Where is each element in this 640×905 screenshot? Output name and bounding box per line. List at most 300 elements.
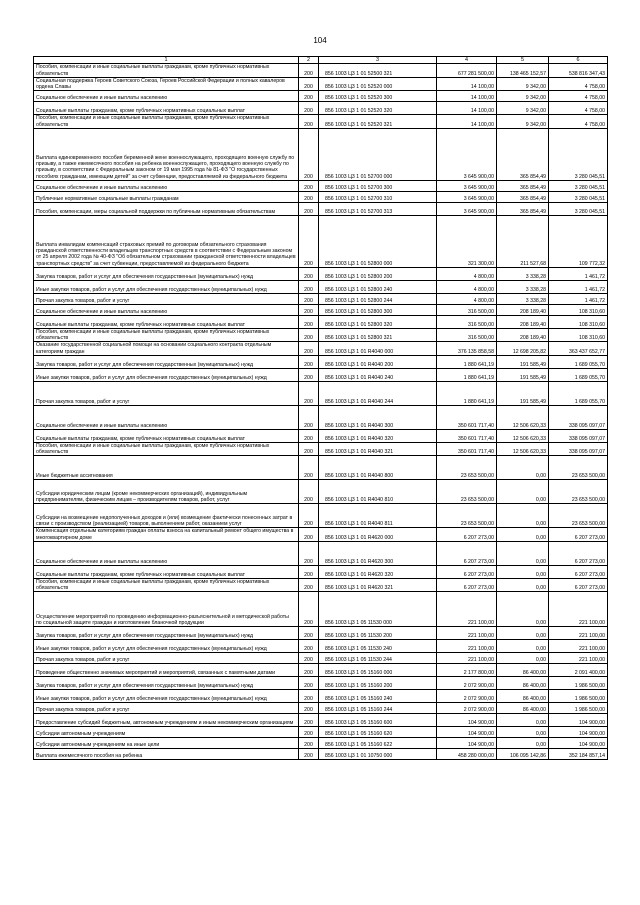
table-row [34, 280, 608, 293]
row-col2-cell: 200 [299, 202, 319, 215]
row-col2-cell: 200 [299, 381, 319, 405]
row-code-cell: 856 1003 Ц3 1 01 52700 313 [319, 202, 437, 215]
table-row [34, 653, 608, 664]
row-exec-cell: 211 527,68 [497, 215, 549, 267]
row-col2-cell: 200 [299, 342, 319, 355]
row-name-cell: Иные закупки товаров, работ и услуг для обеспечения государственных (муниципальных) нужд [34, 690, 299, 703]
row-name-cell: Иные бюджетные ассигнования [34, 456, 299, 480]
row-remainder-cell: 338 095 097,07 [549, 442, 608, 455]
row-name-cell: Закупка товаров, работ и услуг для обеспечения государственных (муниципальных) нужд [34, 627, 299, 640]
table-row [34, 368, 608, 381]
row-plan-cell: 4 800,00 [437, 267, 497, 280]
table-row [34, 355, 608, 368]
table-row [34, 429, 608, 442]
row-code-cell: 856 1003 Ц3 1 05 15160 600 [319, 714, 437, 727]
row-exec-cell: 0,00 [497, 653, 549, 664]
row-exec-cell: 0,00 [497, 578, 549, 591]
row-remainder-cell: 1 461,72 [549, 267, 608, 280]
row-exec-cell: 191 585,49 [497, 368, 549, 381]
row-col2-cell: 200 [299, 429, 319, 442]
row-code-cell: 856 1003 Ц3 1 01 R4040 200 [319, 355, 437, 368]
row-name-cell: Закупка товаров, работ и услуг для обеспечения государственных (муниципальных) нужд [34, 267, 299, 280]
row-name-cell: Закупка товаров, работ и услуг для обеспечения государственных (муниципальных) нужд [34, 355, 299, 368]
row-col2-cell: 200 [299, 368, 319, 381]
table-row [34, 304, 608, 315]
row-name-cell: Выплата единовременного пособия беременной жене военнослужащего, проходящего военную службу по призыву, а также ежемесячного пособия на ребенка военнослужащего, проходящего военную службу по призыву, в соответствии с Федеральным законом от 19 мая 1995 года № 81-ФЗ "О государственных пособиях гражданам, имеющим детей" за счет субвенции, предоставляемой из федерального бюджета [34, 128, 299, 180]
row-code-cell: 856 1003 Ц3 1 01 R4040 000 [319, 342, 437, 355]
row-plan-cell: 677 281 500,00 [437, 64, 497, 77]
row-code-cell: 856 1003 Ц3 1 01 52800 321 [319, 328, 437, 341]
table-row [34, 456, 608, 480]
row-name-cell: Компенсация отдельным категориям граждан оплаты взноса на капитальный ремонт общего имущества в многоквартирном доме [34, 528, 299, 541]
row-remainder-cell: 109 772,32 [549, 215, 608, 267]
row-remainder-cell: 221 100,00 [549, 653, 608, 664]
header-cell: 2 [299, 57, 319, 64]
row-remainder-cell: 6 207 273,00 [549, 541, 608, 565]
row-plan-cell: 1 880 641,19 [437, 368, 497, 381]
row-remainder-cell: 338 095 097,07 [549, 405, 608, 429]
row-remainder-cell: 108 310,60 [549, 304, 608, 315]
table-row [34, 102, 608, 115]
row-col2-cell: 200 [299, 315, 319, 328]
row-code-cell: 856 1003 Ц3 1 01 52520 321 [319, 115, 437, 128]
row-remainder-cell: 2 091 400,00 [549, 664, 608, 677]
table-row [34, 128, 608, 180]
table-row [34, 442, 608, 455]
row-col2-cell: 200 [299, 627, 319, 640]
row-code-cell: 856 1003 Ц3 1 05 15160 620 [319, 727, 437, 738]
row-exec-cell: 365 854,49 [497, 202, 549, 215]
row-exec-cell: 208 189,40 [497, 315, 549, 328]
row-exec-cell: 365 854,49 [497, 180, 549, 191]
table-row [34, 749, 608, 760]
row-col2-cell: 200 [299, 91, 319, 102]
row-remainder-cell: 23 653 500,00 [549, 456, 608, 480]
row-code-cell: 856 1003 Ц3 1 05 11530 244 [319, 653, 437, 664]
table-row [34, 703, 608, 714]
row-name-cell: Пособия, компенсации и иные социальные выплаты гражданам, кроме публичных нормативных обязательств [34, 442, 299, 455]
row-remainder-cell: 1 986 500,00 [549, 677, 608, 690]
row-exec-cell: 208 189,40 [497, 328, 549, 341]
row-remainder-cell: 221 100,00 [549, 640, 608, 653]
row-code-cell: 856 1003 Ц3 1 01 52800 320 [319, 315, 437, 328]
row-exec-cell: 0,00 [497, 456, 549, 480]
row-remainder-cell: 6 207 273,00 [549, 528, 608, 541]
row-plan-cell: 3 645 900,00 [437, 202, 497, 215]
row-name-cell: Социальные выплаты гражданам, кроме публичных нормативных социальных выплат [34, 102, 299, 115]
table-row [34, 215, 608, 267]
row-code-cell: 856 1003 Ц3 1 01 R4040 244 [319, 381, 437, 405]
row-name-cell: Пособия, компенсации и иные социальные выплаты гражданам, кроме публичных нормативных обязательств [34, 328, 299, 341]
row-name-cell: Предоставление субсидий бюджетным, автономным учреждениям и иным некоммерческим организациям [34, 714, 299, 727]
row-code-cell: 856 1003 Ц3 1 05 11530 240 [319, 640, 437, 653]
row-exec-cell: 0,00 [497, 727, 549, 738]
row-code-cell: 856 1003 Ц3 1 05 15160 000 [319, 664, 437, 677]
table-row [34, 315, 608, 328]
row-remainder-cell: 6 207 273,00 [549, 578, 608, 591]
row-name-cell: Оказание государственной социальной помощи на основании социального контракта отдельным категориям граждан [34, 342, 299, 355]
row-plan-cell: 350 601 717,40 [437, 442, 497, 455]
table-row [34, 677, 608, 690]
row-col2-cell: 200 [299, 664, 319, 677]
header-cell: 6 [549, 57, 608, 64]
row-col2-cell: 200 [299, 115, 319, 128]
table-row [34, 293, 608, 304]
row-plan-cell: 14 100,00 [437, 102, 497, 115]
row-code-cell: 856 1003 Ц3 1 01 R4040 810 [319, 480, 437, 504]
row-name-cell: Прочая закупка товаров, работ и услуг [34, 703, 299, 714]
row-remainder-cell: 104 900,00 [549, 727, 608, 738]
row-exec-cell: 12 506 620,33 [497, 405, 549, 429]
row-col2-cell: 200 [299, 592, 319, 627]
row-code-cell: 856 1003 Ц3 1 05 15160 240 [319, 690, 437, 703]
row-remainder-cell: 3 280 045,51 [549, 191, 608, 202]
row-col2-cell: 200 [299, 541, 319, 565]
row-name-cell: Пособия, компенсации и иные социальные выплаты гражданам, кроме публичных нормативных обязательств [34, 64, 299, 77]
row-exec-cell: 3 338,28 [497, 293, 549, 304]
row-name-cell: Прочая закупка товаров, работ и услуг [34, 653, 299, 664]
row-exec-cell: 86 400,00 [497, 664, 549, 677]
row-code-cell: 856 1003 Ц3 1 01 R4040 240 [319, 368, 437, 381]
row-name-cell: Социальное обеспечение и иные выплаты населению [34, 541, 299, 565]
row-plan-cell: 3 645 900,00 [437, 180, 497, 191]
row-remainder-cell: 108 310,60 [549, 315, 608, 328]
row-remainder-cell: 538 816 347,43 [549, 64, 608, 77]
row-code-cell: 856 1003 Ц3 1 01 52500 321 [319, 64, 437, 77]
row-code-cell: 856 1003 Ц3 1 01 R4620 000 [319, 528, 437, 541]
row-remainder-cell: 23 653 500,00 [549, 480, 608, 504]
table-row [34, 727, 608, 738]
row-code-cell: 856 1003 Ц3 1 01 10750 000 [319, 749, 437, 760]
table-row [34, 541, 608, 565]
row-plan-cell: 221 100,00 [437, 640, 497, 653]
row-plan-cell: 316 500,00 [437, 304, 497, 315]
row-name-cell: Осуществление мероприятий по проведению информационно-разъяснительной и методической работы по социальной защите граждан и изготовление бланочной продукции [34, 592, 299, 627]
row-code-cell: 856 1003 Ц3 1 05 15160 622 [319, 738, 437, 749]
row-remainder-cell: 6 207 273,00 [549, 565, 608, 578]
row-col2-cell: 200 [299, 355, 319, 368]
row-plan-cell: 104 900,00 [437, 738, 497, 749]
row-col2-cell: 200 [299, 480, 319, 504]
row-name-cell: Субсидии на возмещение недополученных доходов и (или) возмещение фактически понесенных затрат в связи с производством (реализацией) товаров, выполнением работ, оказанием услуг [34, 504, 299, 528]
row-col2-cell: 200 [299, 180, 319, 191]
row-remainder-cell: 1 461,72 [549, 293, 608, 304]
table-row [34, 267, 608, 280]
header-cell: 5 [497, 57, 549, 64]
row-remainder-cell: 3 280 045,51 [549, 180, 608, 191]
row-remainder-cell: 352 184 857,14 [549, 749, 608, 760]
table-row [34, 202, 608, 215]
row-plan-cell: 23 653 500,00 [437, 504, 497, 528]
row-name-cell: Проведение общественно значимых мероприятий и мероприятий, связанных с памятными датами [34, 664, 299, 677]
row-plan-cell: 221 100,00 [437, 627, 497, 640]
row-plan-cell: 1 880 641,19 [437, 355, 497, 368]
row-exec-cell: 191 585,49 [497, 381, 549, 405]
row-col2-cell: 200 [299, 405, 319, 429]
row-plan-cell: 6 207 273,00 [437, 528, 497, 541]
table-row [34, 115, 608, 128]
table-row [34, 91, 608, 102]
row-plan-cell: 350 601 717,40 [437, 405, 497, 429]
row-plan-cell: 14 100,00 [437, 77, 497, 90]
row-col2-cell: 200 [299, 64, 319, 77]
row-name-cell: Социальные выплаты гражданам, кроме публичных нормативных социальных выплат [34, 315, 299, 328]
row-name-cell: Публичные нормативные социальные выплаты гражданам [34, 191, 299, 202]
row-col2-cell: 200 [299, 442, 319, 455]
table-row [34, 480, 608, 504]
table-row [34, 738, 608, 749]
row-code-cell: 856 1003 Ц3 1 05 15160 244 [319, 703, 437, 714]
row-name-cell: Субсидии автономным учреждениям на иные цели [34, 738, 299, 749]
row-name-cell: Социальное обеспечение и иные выплаты населению [34, 304, 299, 315]
row-exec-cell: 86 400,00 [497, 677, 549, 690]
row-col2-cell: 200 [299, 653, 319, 664]
row-plan-cell: 4 800,00 [437, 280, 497, 293]
row-col2-cell: 200 [299, 640, 319, 653]
row-remainder-cell: 4 758,00 [549, 102, 608, 115]
row-col2-cell: 200 [299, 456, 319, 480]
budget-table [33, 56, 608, 760]
row-name-cell: Иные закупки товаров, работ и услуг для обеспечения государственных (муниципальных) нужд [34, 640, 299, 653]
row-exec-cell: 12 506 620,33 [497, 442, 549, 455]
row-col2-cell: 200 [299, 690, 319, 703]
row-exec-cell: 0,00 [497, 528, 549, 541]
row-exec-cell: 138 465 152,57 [497, 64, 549, 77]
row-exec-cell: 86 400,00 [497, 690, 549, 703]
row-plan-cell: 104 900,00 [437, 714, 497, 727]
row-col2-cell: 200 [299, 727, 319, 738]
row-exec-cell: 3 338,28 [497, 267, 549, 280]
row-exec-cell: 365 854,49 [497, 191, 549, 202]
row-plan-cell: 14 100,00 [437, 91, 497, 102]
row-code-cell: 856 1003 Ц3 1 01 52520 320 [319, 102, 437, 115]
row-name-cell: Социальное обеспечение и иные выплаты населению [34, 91, 299, 102]
table-row [34, 191, 608, 202]
row-name-cell: Прочая закупка товаров, работ и услуг [34, 381, 299, 405]
row-plan-cell: 2 072 900,00 [437, 690, 497, 703]
row-plan-cell: 316 500,00 [437, 328, 497, 341]
row-code-cell: 856 1003 Ц3 1 01 R4040 320 [319, 429, 437, 442]
row-code-cell: 856 1003 Ц3 1 01 52800 300 [319, 304, 437, 315]
table-row [34, 690, 608, 703]
row-col2-cell: 200 [299, 304, 319, 315]
row-col2-cell: 200 [299, 77, 319, 90]
table-row [34, 504, 608, 528]
row-col2-cell: 200 [299, 677, 319, 690]
row-code-cell: 856 1003 Ц3 1 01 R4620 320 [319, 565, 437, 578]
row-col2-cell: 200 [299, 565, 319, 578]
table-row [34, 180, 608, 191]
row-code-cell: 856 1003 Ц3 1 01 52800 244 [319, 293, 437, 304]
row-col2-cell: 200 [299, 267, 319, 280]
row-remainder-cell: 4 758,00 [549, 91, 608, 102]
row-remainder-cell: 108 310,60 [549, 328, 608, 341]
row-exec-cell: 9 342,00 [497, 77, 549, 90]
row-plan-cell: 2 072 900,00 [437, 703, 497, 714]
row-code-cell: 856 1003 Ц3 1 05 11530 000 [319, 592, 437, 627]
row-exec-cell: 365 854,49 [497, 128, 549, 180]
row-plan-cell: 2 072 900,00 [437, 677, 497, 690]
row-col2-cell: 200 [299, 328, 319, 341]
page-number: 104 [313, 36, 327, 45]
row-col2-cell: 200 [299, 738, 319, 749]
row-remainder-cell: 4 758,00 [549, 77, 608, 90]
row-exec-cell: 208 189,40 [497, 304, 549, 315]
row-col2-cell: 200 [299, 703, 319, 714]
row-exec-cell: 0,00 [497, 627, 549, 640]
table-row [34, 64, 608, 77]
row-remainder-cell: 3 280 045,51 [549, 202, 608, 215]
row-code-cell: 856 1003 Ц3 1 05 11530 200 [319, 627, 437, 640]
row-plan-cell: 23 653 500,00 [437, 456, 497, 480]
row-exec-cell: 0,00 [497, 592, 549, 627]
header-cell: 1 [34, 57, 299, 64]
table-row [34, 664, 608, 677]
row-remainder-cell: 1 986 500,00 [549, 703, 608, 714]
row-exec-cell: 86 400,00 [497, 703, 549, 714]
row-plan-cell: 23 653 500,00 [437, 480, 497, 504]
row-col2-cell: 200 [299, 280, 319, 293]
row-plan-cell: 376 135 858,58 [437, 342, 497, 355]
row-code-cell: 856 1003 Ц3 1 01 52800 240 [319, 280, 437, 293]
row-col2-cell: 200 [299, 749, 319, 760]
row-name-cell: Субсидии юридическим лицам (кроме некоммерческих организаций), индивидуальным предпринимателям, физическим лицам – производителям товаров, работ, услуг [34, 480, 299, 504]
row-plan-cell: 2 177 800,00 [437, 664, 497, 677]
row-col2-cell: 200 [299, 293, 319, 304]
row-name-cell: Социальные выплаты гражданам, кроме публичных нормативных социальных выплат [34, 565, 299, 578]
row-exec-cell: 0,00 [497, 504, 549, 528]
row-plan-cell: 14 100,00 [437, 115, 497, 128]
row-name-cell: Пособия, компенсации и иные социальные выплаты гражданам, кроме публичных нормативных обязательств [34, 578, 299, 591]
row-code-cell: 856 1003 Ц3 1 01 52800 200 [319, 267, 437, 280]
row-col2-cell: 200 [299, 128, 319, 180]
row-name-cell: Пособия, компенсации, меры социальной поддержки по публичным нормативным обязательствам [34, 202, 299, 215]
row-exec-cell: 0,00 [497, 480, 549, 504]
row-plan-cell: 458 280 000,00 [437, 749, 497, 760]
row-exec-cell: 106 095 142,86 [497, 749, 549, 760]
row-code-cell: 856 1003 Ц3 1 01 R4620 300 [319, 541, 437, 565]
row-col2-cell: 200 [299, 102, 319, 115]
row-col2-cell: 200 [299, 578, 319, 591]
row-code-cell: 856 1003 Ц3 1 01 R4040 811 [319, 504, 437, 528]
table-row [34, 381, 608, 405]
table-row [34, 714, 608, 727]
row-exec-cell: 0,00 [497, 640, 549, 653]
row-remainder-cell: 104 900,00 [549, 738, 608, 749]
row-col2-cell: 200 [299, 528, 319, 541]
row-name-cell: Выплата ежемесячного пособия на ребенка [34, 749, 299, 760]
row-exec-cell: 0,00 [497, 565, 549, 578]
row-code-cell: 856 1003 Ц3 1 01 52700 300 [319, 180, 437, 191]
header-cell: 4 [437, 57, 497, 64]
row-exec-cell: 0,00 [497, 541, 549, 565]
row-plan-cell: 350 601 717,40 [437, 429, 497, 442]
row-exec-cell: 12 506 620,33 [497, 429, 549, 442]
row-plan-cell: 221 100,00 [437, 592, 497, 627]
table-row [34, 640, 608, 653]
row-remainder-cell: 1 689 055,70 [549, 368, 608, 381]
row-exec-cell: 9 342,00 [497, 91, 549, 102]
row-plan-cell: 221 100,00 [437, 653, 497, 664]
row-col2-cell: 200 [299, 504, 319, 528]
row-plan-cell: 3 645 900,00 [437, 191, 497, 202]
row-col2-cell: 200 [299, 714, 319, 727]
row-exec-cell: 12 698 205,82 [497, 342, 549, 355]
row-code-cell: 856 1003 Ц3 1 01 R4040 321 [319, 442, 437, 455]
row-col2-cell: 200 [299, 215, 319, 267]
row-exec-cell: 9 342,00 [497, 115, 549, 128]
row-exec-cell: 191 585,49 [497, 355, 549, 368]
row-code-cell: 856 1003 Ц3 1 01 R4620 321 [319, 578, 437, 591]
row-remainder-cell: 23 653 500,00 [549, 504, 608, 528]
table-row [34, 528, 608, 541]
table-row [34, 405, 608, 429]
row-plan-cell: 104 900,00 [437, 727, 497, 738]
row-name-cell: Закупка товаров, работ и услуг для обеспечения государственных (муниципальных) нужд [34, 677, 299, 690]
row-code-cell: 856 1003 Ц3 1 01 52520 300 [319, 91, 437, 102]
row-plan-cell: 6 207 273,00 [437, 578, 497, 591]
row-exec-cell: 0,00 [497, 738, 549, 749]
row-code-cell: 856 1003 Ц3 1 05 15160 200 [319, 677, 437, 690]
row-name-cell: Субсидии автономным учреждениям [34, 727, 299, 738]
row-remainder-cell: 338 095 097,07 [549, 429, 608, 442]
table-row [34, 77, 608, 90]
row-remainder-cell: 104 900,00 [549, 714, 608, 727]
row-remainder-cell: 1 461,72 [549, 280, 608, 293]
row-col2-cell: 200 [299, 191, 319, 202]
header-row [34, 57, 608, 64]
row-name-cell: Социальная поддержка Героев Советского Союза, Героев Российской Федерации и полных кавалеров ордена Славы [34, 77, 299, 90]
row-remainder-cell: 1 689 055,70 [549, 355, 608, 368]
table-row [34, 328, 608, 341]
row-remainder-cell: 1 689 055,70 [549, 381, 608, 405]
row-plan-cell: 6 207 273,00 [437, 565, 497, 578]
row-name-cell: Социальные выплаты гражданам, кроме публичных нормативных социальных выплат [34, 429, 299, 442]
row-plan-cell: 4 800,00 [437, 293, 497, 304]
row-name-cell: Социальное обеспечение и иные выплаты населению [34, 180, 299, 191]
row-name-cell: Иные закупки товаров, работ и услуг для обеспечения государственных (муниципальных) нужд [34, 280, 299, 293]
row-remainder-cell: 3 280 045,51 [549, 128, 608, 180]
row-exec-cell: 0,00 [497, 714, 549, 727]
row-code-cell: 856 1003 Ц3 1 01 52520 000 [319, 77, 437, 90]
row-exec-cell: 3 338,28 [497, 280, 549, 293]
row-remainder-cell: 221 100,00 [549, 592, 608, 627]
row-remainder-cell: 221 100,00 [549, 627, 608, 640]
row-name-cell: Социальное обеспечение и иные выплаты населению [34, 405, 299, 429]
row-name-cell: Прочая закупка товаров, работ и услуг [34, 293, 299, 304]
row-code-cell: 856 1003 Ц3 1 01 R4040 300 [319, 405, 437, 429]
table-row [34, 342, 608, 355]
row-name-cell: Пособия, компенсации и иные социальные выплаты гражданам, кроме публичных нормативных обязательств [34, 115, 299, 128]
row-code-cell: 856 1003 Ц3 1 01 52700 000 [319, 128, 437, 180]
row-code-cell: 856 1003 Ц3 1 01 R4040 800 [319, 456, 437, 480]
row-plan-cell: 3 645 900,00 [437, 128, 497, 180]
row-remainder-cell: 4 758,00 [549, 115, 608, 128]
row-code-cell: 856 1003 Ц3 1 01 52800 000 [319, 215, 437, 267]
row-plan-cell: 1 880 641,19 [437, 381, 497, 405]
row-name-cell: Иные закупки товаров, работ и услуг для обеспечения государственных (муниципальных) нужд [34, 368, 299, 381]
table-row [34, 592, 608, 627]
row-plan-cell: 321 300,00 [437, 215, 497, 267]
row-remainder-cell: 363 437 652,77 [549, 342, 608, 355]
row-plan-cell: 316 500,00 [437, 315, 497, 328]
row-remainder-cell: 1 986 500,00 [549, 690, 608, 703]
table-row [34, 565, 608, 578]
header-cell: 3 [319, 57, 437, 64]
table-row [34, 578, 608, 591]
table-row [34, 627, 608, 640]
row-exec-cell: 9 342,00 [497, 102, 549, 115]
